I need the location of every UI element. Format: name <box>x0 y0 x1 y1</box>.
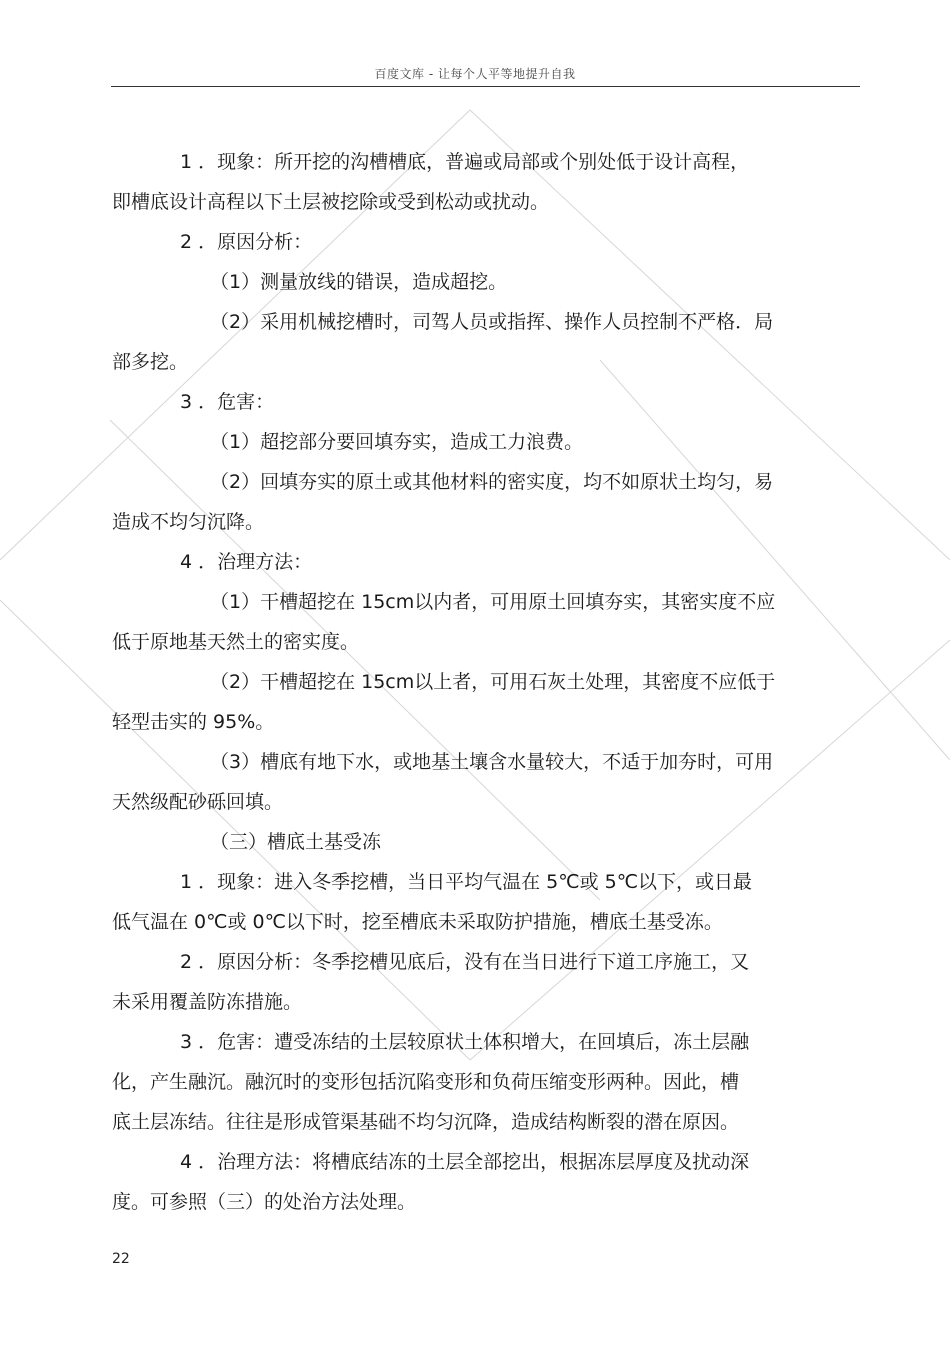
paragraph-line: （2）采用机械挖槽时，司驾人员或指挥、操作人员控制不严格．局 <box>210 311 774 333</box>
paragraph-line: 低气温在 0℃或 0℃以下时，挖至槽底未采取防护措施，槽底土基受冻。 <box>112 911 723 933</box>
page-header: 百度文库 - 让每个人平等地提升自我 <box>374 67 576 81</box>
paragraph-line: 4 ．治理方法：将槽底结冻的土层全部挖出，根据冻层厚度及扰动深 <box>180 1151 750 1173</box>
paragraph-line: （3）槽底有地下水，或地基土壤含水量较大，不适于加夯时，可用 <box>210 751 774 773</box>
paragraph-line: 1 ．现象：所开挖的沟槽槽底，普遍或局部或个别处低于设计高程， <box>180 151 750 173</box>
paragraph-line: 4 ．治理方法： <box>180 551 313 573</box>
paragraph-line: （1）干槽超挖在 15cm以内者，可用原土回填夯实，其密实度不应 <box>210 591 776 613</box>
paragraph-line: 未采用覆盖防冻措施。 <box>112 991 303 1013</box>
paragraph-line: （1）超挖部分要回填夯实，造成工力浪费。 <box>210 431 584 453</box>
paragraph-line: 度。可参照（三）的处治方法处理。 <box>112 1191 417 1213</box>
paragraph-line: 部多挖。 <box>112 351 189 373</box>
paragraph-line: 造成不均匀沉降。 <box>112 511 265 533</box>
paragraph-line: 2 ．原因分析： <box>180 231 313 253</box>
header-divider <box>111 86 860 87</box>
paragraph-line: 底土层冻结。往往是形成管渠基础不均匀沉降，造成结构断裂的潜在原因。 <box>112 1111 740 1133</box>
paragraph-line: 化，产生融沉。融沉时的变形包括沉陷变形和负荷压缩变形两种。因此，槽 <box>112 1071 740 1093</box>
paragraph-line: 低于原地基天然土的密实度。 <box>112 631 360 653</box>
paragraph-line: 3 ．危害： <box>180 391 275 413</box>
document-body <box>112 142 847 1222</box>
paragraph-line: （2）回填夯实的原土或其他材料的密实度，均不如原状土均匀，易 <box>210 471 774 493</box>
paragraph-line: 3 ．危害：遭受冻结的土层较原状土体积增大，在回填后，冻土层融 <box>180 1031 750 1053</box>
paragraph-line: （三）槽底土基受冻 <box>210 831 382 853</box>
paragraph-line: 即槽底设计高程以下土层被挖除或受到松动或扰动。 <box>112 191 550 213</box>
page-number: 22 <box>112 1251 130 1267</box>
paragraph-line: 2 ．原因分析：冬季挖槽见底后，没有在当日进行下道工序施工，又 <box>180 951 750 973</box>
paragraph-line: 轻型击实的 95%。 <box>112 711 275 733</box>
paragraph-line: 1 ．现象：进入冬季挖槽，当日平均气温在 5℃或 5℃以下，或日最 <box>180 871 753 893</box>
paragraph-line: （2）干槽超挖在 15cm以上者，可用石灰土处理，其密度不应低于 <box>210 671 776 693</box>
paragraph-line: （1）测量放线的错误，造成超挖。 <box>210 271 508 293</box>
paragraph-line: 天然级配砂砾回填。 <box>112 791 284 813</box>
